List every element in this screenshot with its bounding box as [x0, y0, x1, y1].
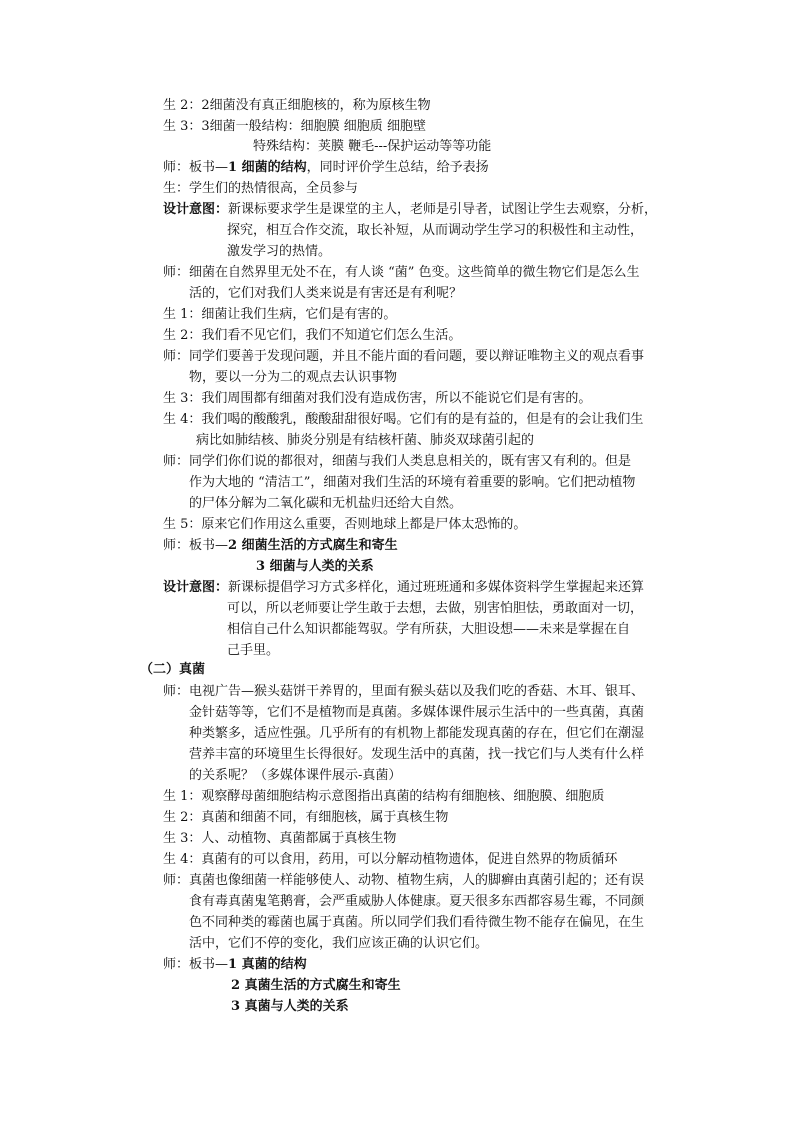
board-note-line: [163, 536, 398, 556]
text-line: 的尸体分解为二氧化碳和无机盐归还给大自然。: [189, 496, 463, 511]
text-line: 己手里。: [227, 643, 280, 658]
board-heading: 3 细菌与人类的关系: [256, 559, 374, 574]
text-line: 师：细菌在自然界里无处不在，有人谈 “菌” 色变。这些简单的微生物它们是怎么生: [163, 265, 640, 280]
text-line: 师：同学们你们说的都很对，细菌与我们人类息息相关的，既有害又有利的。但是: [163, 454, 632, 469]
design-intent-label: 设计意图：: [163, 202, 229, 217]
text-line: 营养丰富的环境里生长得很好。发现生活中的真菌，找一找它们与人类有什么样: [189, 747, 645, 762]
teacher-board-label: 师：板书—: [163, 957, 229, 972]
board-heading: 1 细菌的结构: [228, 160, 307, 175]
text-line: 生 3：我们周围都有细菌对我们没有造成伤害，所以不能说它们是有害的。: [163, 391, 592, 406]
text-line: 师：真菌也像细菌一样能够使人、动物、植物生病，人的脚癣由真菌引起的；还有误: [163, 873, 645, 888]
text-line: 生 1：观察酵母菌细胞结构示意图指出真菌的结构有细胞核、细胞膜、细胞质: [163, 789, 605, 804]
text-line: 病比如肺结核、肺炎分别是有结核杆菌、肺炎双球菌引起的: [196, 433, 535, 448]
text-line: 生 2：我们看不见它们，我们不知道它们怎么生活。: [163, 328, 462, 343]
board-heading: 1 真菌的结构: [228, 957, 307, 972]
text-line: 可以，所以老师要让学生敢于去想，去做，别害怕胆怯，勇敢面对一切，: [227, 601, 644, 616]
text-line: 种类繁多，适应性强。几乎所有的有机物上都能发现真菌的存在，但它们在潮湿: [189, 726, 645, 741]
board-note-line: [163, 955, 307, 975]
text-line: 的关系呢？（多媒体课件展示-真菌）: [189, 768, 402, 783]
text-line: 师：同学们要善于发现问题，并且不能片面的看问题，要以辩证唯物主义的观点看事: [163, 349, 645, 364]
text-span: 新课标提倡学习方式多样化，通过班班通和多媒体资料学生掌握起来还算: [228, 580, 645, 595]
text-line: 物，要以一分为二的观点去认识事物: [189, 370, 398, 385]
text-line: 相信自己什么知识都能驾驭。学有所获，大胆设想——未来是掌握在自: [227, 622, 631, 637]
text-line: 探究，相互合作交流，取长补短，从而调动学生学习的积极性和主动性，: [227, 223, 644, 238]
text-line: 生 5：原来它们作用这么重要，否则地球上都是尸体太恐怖的。: [163, 517, 527, 532]
text-line: 生 4：真菌有的可以食用，药用，可以分解动植物遗体，促进自然界的物质循环: [163, 852, 618, 867]
section-heading: （二）真菌: [140, 662, 206, 677]
text-line: 生：学生们的热情很高，全员参与: [163, 181, 359, 196]
text-span: 新课标要求学生是课堂的主人，老师是引导者，试图让学生去观察，分析，: [228, 202, 658, 217]
text-line: 生 3：3细菌一般结构：细胞膜 细胞质 细胞壁: [163, 119, 426, 134]
board-heading: 2 细菌生活的方式腐生和寄生: [228, 538, 398, 553]
text-line: 食有毒真菌鬼笔鹅膏，会严重威胁人体健康。夏天很多东西都容易生霉，不同颜: [189, 894, 645, 909]
text-line: 金针菇等等，它们不是植物而是真菌。多媒体课件展示生活中的一些真菌，真菌: [189, 705, 645, 720]
text-line: 师：电视广告—猴头菇饼干养胃的，里面有猴头菇以及我们吃的香菇、木耳、银耳、: [163, 684, 645, 699]
board-note-line: [163, 158, 489, 178]
design-intent-line: [163, 578, 644, 598]
text-line: 生 2：真菌和细菌不同，有细胞核，属于真核生物: [163, 810, 449, 825]
teacher-board-label: 师：板书—: [163, 160, 229, 175]
text-line: 生 3：人、动植物、真菌都属于真核生物: [163, 831, 397, 846]
text-line: 生 1：细菌让我们生病，它们是有害的。: [163, 307, 397, 322]
board-heading: 2 真菌生活的方式腐生和寄生: [231, 978, 401, 993]
text-line: 生 4：我们喝的酸酸乳，酸酸甜甜很好喝。它们有的是有益的，但是有的会让我们生: [163, 412, 644, 427]
text-line: 激发学习的热情。: [227, 244, 332, 259]
design-intent-line: [163, 200, 657, 220]
design-intent-label: 设计意图：: [163, 580, 229, 595]
text-span: ，同时评价学生总结，给予表扬: [306, 160, 489, 175]
text-line: 色不同种类的霉菌也属于真菌。所以同学们我们看待微生物不能存在偏见，在生: [189, 915, 645, 930]
text-line: 作为大地的 “清洁工”，细菌对我们生活的环境有着重要的影响。它们把动植物: [189, 475, 636, 490]
board-heading: 3 真菌与人类的关系: [231, 999, 349, 1014]
text-line: 活中，它们不停的变化，我们应该正确的认识它们。: [189, 936, 489, 951]
text-line: 生 2：2细菌没有真正细胞核的，称为原核生物: [163, 98, 431, 113]
text-line: 活的，它们对我们人类来说是有害还是有利呢？: [189, 286, 463, 301]
teacher-board-label: 师：板书—: [163, 538, 229, 553]
text-line: 特殊结构：荚膜 鞭毛---保护运动等等功能: [253, 139, 492, 154]
